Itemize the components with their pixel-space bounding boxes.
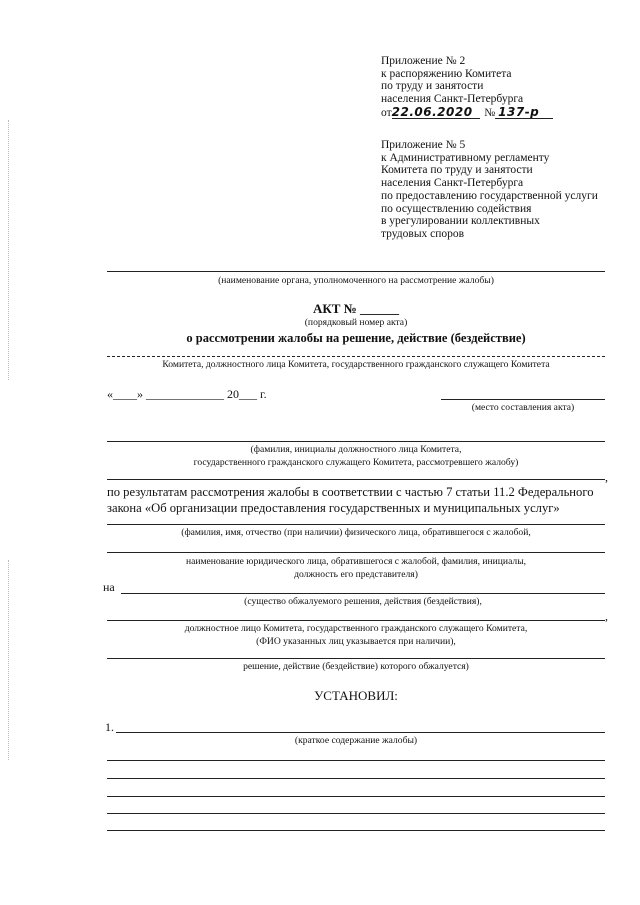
official-field-line[interactable] [107,441,605,442]
organ-field-line[interactable] [107,271,605,272]
blank-line[interactable] [107,796,605,797]
official2-caption-1: должностное лицо Комитета, государственного гражданского служащего Комитета, [184,623,528,634]
handwritten-number: 137-р [498,104,540,119]
summary-field-line[interactable] [116,732,605,733]
comma: , [605,609,608,623]
decision-field-line[interactable] [107,658,605,659]
item-number: 1. [105,720,114,734]
act-subtitle: о рассмотрении жалобы на решение, действие (бездействие) [186,331,526,345]
act-number-caption: (порядковый номер акта) [304,317,408,328]
number-underline [495,118,553,119]
appendix-5-line: по осуществлению содействия [381,202,532,215]
blank-line[interactable] [107,830,605,831]
date-prefix: от [381,106,392,119]
appendix-2-line: Приложение № 2 [381,55,466,67]
comma: , [605,470,608,484]
legal-caption-2: должность его представителя) [294,569,418,580]
legal-caption-1: наименование юридического лица, обратившегося с жалобой, фамилия, инициалы, [185,556,527,567]
appendix-5-header [381,139,598,241]
official-caption-1: (фамилия, инициалы должностного лица Комитета, [250,444,462,455]
essence-caption: (существо обжалуемого решения, действия (бездействия), [244,596,482,607]
scan-margin-mark [8,560,11,760]
legal-field-line[interactable] [107,552,605,553]
person-caption: (фамилия, имя, отчество (при наличии) физического лица, обратившегося с жалобой, [181,527,531,538]
appendix-5-line: Комитета по труду и занятости [381,164,533,177]
handwritten-date: 22.06.2020 [391,104,473,119]
official2-caption-2: (ФИО указанных лиц указывается при наличии), [256,636,456,647]
blank-line[interactable] [107,760,605,761]
committee-line [107,356,605,357]
place-caption: (место составления акта) [471,402,575,413]
blank-line[interactable] [107,813,605,814]
blank-line[interactable] [107,778,605,779]
official2-field-line[interactable] [107,620,605,621]
appendix-5-line: Приложение № 5 [381,139,466,151]
essence-field-line[interactable] [121,593,605,594]
appendix-5-line: трудовых споров [381,227,465,240]
appendix-2-line: к распоряжению Комитета [381,67,512,80]
appendix-2-line: по труду и занятости [381,80,484,93]
official-caption-2: государственного гражданского служащего Комитета, рассмотревшего жалобу) [193,457,519,468]
decision-caption: решение, действие (бездействие) которого обжалуется) [243,661,469,672]
scan-margin-mark [8,120,11,380]
appendix-5-line: по предоставлению государственной услуги [381,189,598,202]
person-field-line[interactable] [107,524,605,525]
number-prefix: № [484,106,496,119]
established-heading: УСТАНОВИЛ: [314,688,398,703]
appendix-2-date-line [381,106,539,120]
summary-caption: (краткое содержание жалобы) [294,735,418,746]
act-title: АКТ № ______ [312,301,400,316]
appendix-5-line: населения Санкт-Петербурга [381,177,524,190]
appendix-5-line: в урегулировании коллективных [381,215,540,228]
appendix-2-header [381,55,539,120]
appendix-5-line: к Административному регламенту [381,151,550,164]
committee-caption: Комитета, должностного лица Комитета, государственного гражданского служащего Комитета [162,359,550,370]
body-line-1: по результатам рассмотрения жалобы в соответствии с частью 7 статьи 11.2 Федерального [107,485,594,499]
na-label: на [103,580,115,594]
place-field-line[interactable] [441,399,605,400]
appendix-2-line: населения Санкт-Петербурга [381,93,524,106]
organ-caption: (наименование органа, уполномоченного на рассмотрение жалобы) [218,275,494,286]
act-date-line[interactable]: «____» _____________ 20___ г. [107,387,267,401]
body-line-2: закона «Об организации предоставления государственных и муниципальных услуг» [107,501,560,515]
official-field-line-2[interactable] [107,479,605,480]
date-underline [392,118,480,119]
